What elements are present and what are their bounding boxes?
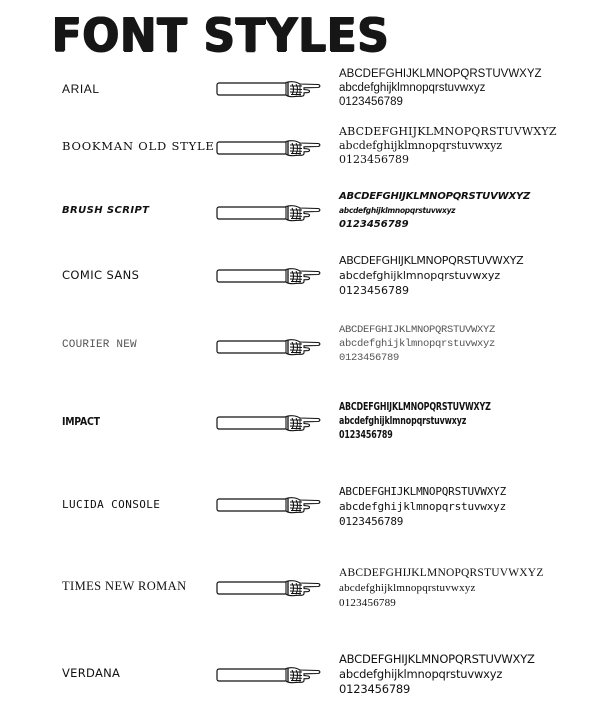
sample-digits: 0123456789 [339, 284, 409, 297]
pointing-hand-icon [216, 137, 322, 159]
sample-uppercase: ABCDEFGHIJKLMNOPQRSTUVWXYZ [339, 400, 491, 413]
pointing-hand-icon [216, 202, 322, 224]
sample-lowercase: abcdefghijklmnopqrstuvwxyz [339, 414, 467, 427]
sample-digits: 0123456789 [339, 682, 411, 696]
font-sample [339, 190, 530, 232]
font-label: IMPACT [62, 415, 100, 428]
font-sample [339, 67, 542, 109]
sample-digits: 0123456789 [339, 153, 409, 166]
sample-lowercase: abcdefghijklmnopqrstuvwxyz [339, 269, 501, 282]
page-title: FONT STYLES [52, 8, 390, 62]
font-label: BOOKMAN OLD STYLE [62, 139, 215, 153]
pointing-hand-icon [216, 664, 322, 686]
font-row-comic-sans [0, 253, 612, 299]
sample-lowercase: abcdefghijklmnopqrstuvwxyz [339, 206, 456, 215]
font-sample [339, 566, 544, 611]
sample-digits: 0123456789 [339, 96, 403, 108]
sample-lowercase: abcdefghijklmnopqrstuvwxyz [339, 500, 506, 513]
sample-digits: 0123456789 [339, 352, 400, 364]
font-sample [339, 484, 506, 529]
font-label: TIMES NEW ROMAN [62, 579, 187, 593]
sample-lowercase: abcdefghijklmnopqrstuvwxyz [339, 82, 486, 94]
sample-lowercase: abcdefghijklmnopqrstuvwxyz [339, 667, 503, 681]
font-sample [339, 253, 523, 298]
pointing-hand-icon [216, 336, 322, 358]
font-row-arial [0, 66, 612, 110]
font-sample [339, 652, 535, 697]
sample-digits: 0123456789 [339, 428, 393, 441]
sample-uppercase: ABCDEFGHIJKLMNOPQRSTUVWXYZ [339, 324, 496, 336]
font-sample [339, 400, 491, 442]
pointing-hand-icon [216, 412, 322, 434]
font-row-bookman-old-style [0, 124, 612, 170]
font-label: LUCIDA CONSOLE [62, 498, 161, 511]
pointing-hand-icon [216, 78, 322, 100]
font-label: VERDANA [62, 666, 121, 680]
font-row-times-new-roman [0, 566, 612, 612]
pointing-hand-icon [216, 265, 322, 287]
sample-lowercase: abcdefghijklmnopqrstuvwxyz [339, 582, 476, 594]
pointing-hand-icon [216, 577, 322, 599]
font-label: COMIC SANS [62, 268, 140, 282]
font-row-lucida-console [0, 484, 612, 530]
sample-digits: 0123456789 [339, 219, 409, 230]
sample-uppercase: ABCDEFGHIJKLMNOPQRSTUVWXYZ [339, 567, 544, 579]
sample-lowercase: abcdefghijklmnopqrstuvwxyz [339, 139, 503, 152]
font-sample [339, 125, 557, 167]
font-row-courier-new [0, 322, 612, 368]
sample-uppercase: ABCDEFGHIJKLMNOPQRSTUVWXYZ [339, 652, 535, 666]
sample-uppercase: ABCDEFGHIJKLMNOPQRSTUVWXYZ [339, 485, 506, 498]
sample-uppercase: ABCDEFGHIJKLMNOPQRSTUVWXYZ [339, 125, 557, 138]
sample-uppercase: ABCDEFGHIJKLMNOPQRSTUVWXYZ [339, 68, 542, 80]
font-row-brush-script [0, 189, 612, 235]
sample-uppercase: ABCDEFGHIJKLMNOPQRSTUVWXYZ [339, 254, 524, 267]
pointing-hand-icon [216, 494, 322, 516]
sample-uppercase: ABCDEFGHIJKLMNOPQRSTUVWXYZ [339, 191, 531, 202]
sample-digits: 0123456789 [339, 515, 404, 528]
sample-lowercase: abcdefghijklmnopqrstuvwxyz [339, 338, 496, 350]
font-label: BRUSH SCRIPT [62, 205, 150, 216]
font-label: COURIER NEW [62, 339, 137, 351]
font-row-verdana [0, 652, 612, 698]
font-label: ARIAL [62, 82, 100, 96]
font-row-impact [0, 400, 612, 446]
font-sample [339, 323, 495, 365]
sample-digits: 0123456789 [339, 597, 396, 609]
